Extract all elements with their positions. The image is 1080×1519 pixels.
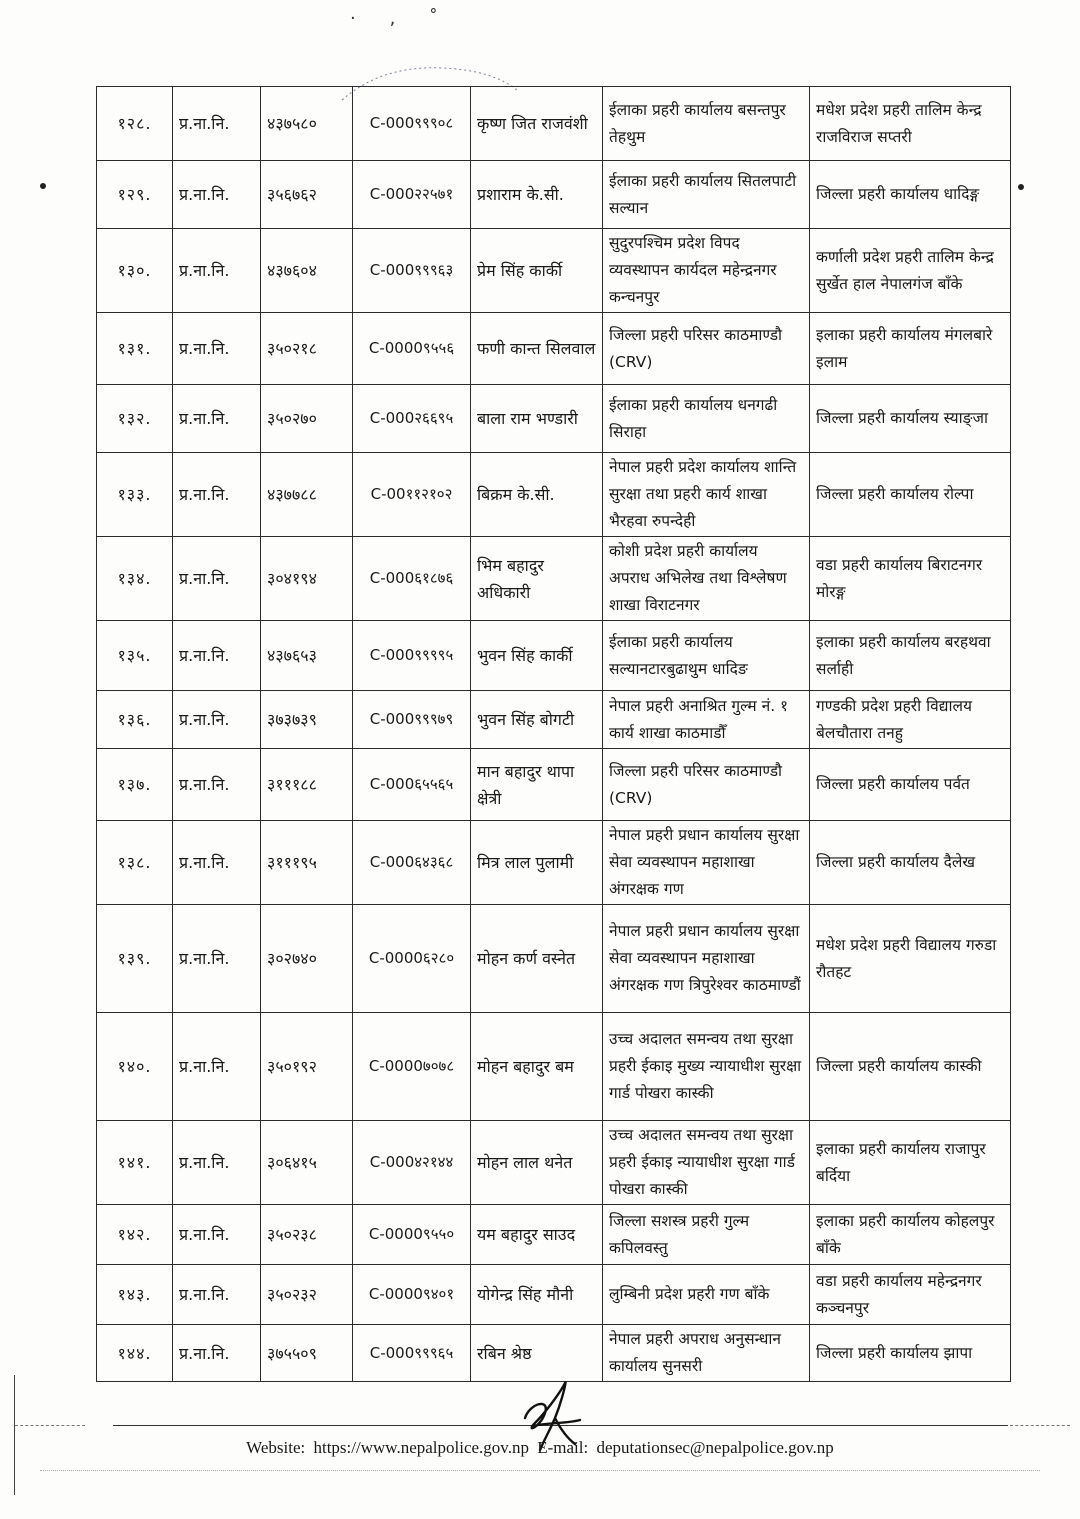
transfer-table [96,86,1011,1382]
table-row [97,621,1011,691]
code-number: C-000२६६९५ [353,385,471,453]
rank: प्र.ना.नि. [173,1265,261,1325]
code-number: C-000६१८७६ [353,537,471,621]
serial-number: १४०. [97,1013,173,1121]
table-row [97,821,1011,905]
code-number: C-000४२१४४ [353,1121,471,1205]
table-row [97,161,1011,229]
transfer-office: वडा प्रहरी कार्यालय महेन्द्रनगर कञ्चनपुर [810,1265,1011,1325]
footer-contact [0,1438,1080,1458]
current-office: लुम्बिनी प्रदेश प्रहरी गण बाँके [603,1265,810,1325]
table-row [97,537,1011,621]
code-number: C-00११२१०२ [353,453,471,537]
staff-id: ३०२७४० [261,905,353,1013]
code-number: C-000९९९६५ [353,1325,471,1382]
transfer-office: जिल्ला प्रहरी कार्यालय स्याङ्जा [810,385,1011,453]
table-row [97,229,1011,313]
officer-name: बाला राम भण्डारी [471,385,603,453]
officer-name: मान बहादुर थापा क्षेत्री [471,749,603,821]
staff-id: ३५६७६२ [261,161,353,229]
table-row [97,1013,1011,1121]
current-office: जिल्ला प्रहरी परिसर काठमाण्डौ (CRV) [603,749,810,821]
rank: प्र.ना.नि. [173,1013,261,1121]
table-row [97,87,1011,161]
staff-id: ३०६४१५ [261,1121,353,1205]
code-number: C-000९९९०८ [353,87,471,161]
rank: प्र.ना.नि. [173,87,261,161]
staff-id: ३५०२३२ [261,1265,353,1325]
rank: प्र.ना.नि. [173,1121,261,1205]
officer-name: मोहन कर्ण वस्नेत [471,905,603,1013]
staff-id: ३७५५०९ [261,1325,353,1382]
scan-specks: · ‚ ˚ [350,8,452,29]
transfer-office: मधेश प्रदेश प्रहरी विद्यालय गरुडा रौतहट [810,905,1011,1013]
transfer-office: जिल्ला प्रहरी कार्यालय झापा [810,1325,1011,1382]
officer-name: प्रशाराम के.सी. [471,161,603,229]
rank: प्र.ना.नि. [173,537,261,621]
table-row [97,1205,1011,1265]
serial-number: १४१. [97,1121,173,1205]
serial-number: १२८. [97,87,173,161]
officer-name: प्रेम सिंह कार्की [471,229,603,313]
serial-number: १३६. [97,691,173,749]
officer-name: भुवन सिंह बोगटी [471,691,603,749]
transfer-office: जिल्ला प्रहरी कार्यालय रोल्पा [810,453,1011,537]
staff-id: ४३७६०४ [261,229,353,313]
code-number: C-000६५५६५ [353,749,471,821]
current-office: उच्च अदालत समन्वय तथा सुरक्षा प्रहरी ईकाइ न्यायाधीश सुरक्षा गार्ड पोखरा कास्की [603,1121,810,1205]
staff-id: ४३७७८८ [261,453,353,537]
current-office: जिल्ला सशस्त्र प्रहरी गुल्म कपिलवस्तु [603,1205,810,1265]
staff-id: ३१११९५ [261,821,353,905]
transfer-office: इलाका प्रहरी कार्यालय कोहलपुर बाँके [810,1205,1011,1265]
code-number: C-0000९५५० [353,1205,471,1265]
rank: प्र.ना.नि. [173,161,261,229]
officer-name: भुवन सिंह कार्की [471,621,603,691]
code-number: C-0000९४०१ [353,1265,471,1325]
staff-id: ३७३७३९ [261,691,353,749]
serial-number: १३१. [97,313,173,385]
serial-number: १३२. [97,385,173,453]
officer-name: बिक्रम के.सी. [471,453,603,537]
staff-id: ३५०१९२ [261,1013,353,1121]
officer-name: मोहन बहादुर बम [471,1013,603,1121]
current-office: कोशी प्रदेश प्रहरी कार्यालय अपराध अभिलेख तथा विश्लेषण शाखा विराटनगर [603,537,810,621]
code-number: C-000२२५७१ [353,161,471,229]
transfer-office: गण्डकी प्रदेश प्रहरी विद्यालय बेलचौतारा तनहु [810,691,1011,749]
officer-name: यम बहादुर साउद [471,1205,603,1265]
rank: प्र.ना.नि. [173,229,261,313]
officer-name: भिम बहादुर अधिकारी [471,537,603,621]
rank: प्र.ना.नि. [173,621,261,691]
footer-rule-left [15,1425,85,1426]
rank: प्र.ना.नि. [173,313,261,385]
punch-hole-right [1018,184,1024,190]
code-number: C-000६४३६८ [353,821,471,905]
code-number: C-0000७०७८ [353,1013,471,1121]
code-number: C-0000६२८० [353,905,471,1013]
current-office: ईलाका प्रहरी कार्यालय बसन्तपुर तेहथुम [603,87,810,161]
serial-number: १२९. [97,161,173,229]
email-link[interactable]: deputationsec@nepalpolice.gov.np [596,1438,834,1457]
serial-number: १३४. [97,537,173,621]
transfer-office: इलाका प्रहरी कार्यालय राजापुर बर्दिया [810,1121,1011,1205]
staff-id: ३५०२३८ [261,1205,353,1265]
current-office: सुदुरपश्चिम प्रदेश विपद व्यवस्थापन कार्यदल महेन्द्रनगर कन्चनपुर [603,229,810,313]
table-row [97,905,1011,1013]
punch-hole-left [40,183,46,189]
website-label: Website: [246,1438,306,1457]
rank: प्र.ना.नि. [173,1205,261,1265]
staff-id: ३५०२१८ [261,313,353,385]
transfer-office: जिल्ला प्रहरी कार्यालय दैलेख [810,821,1011,905]
serial-number: १३०. [97,229,173,313]
bottom-scan-dots [40,1470,1040,1471]
table-row [97,1325,1011,1382]
transfer-table-body [97,87,1011,1382]
code-number: C-000९९९९५ [353,621,471,691]
serial-number: १३९. [97,905,173,1013]
serial-number: १४३. [97,1265,173,1325]
table-row [97,453,1011,537]
serial-number: १४४. [97,1325,173,1382]
current-office: उच्च अदालत समन्वय तथा सुरक्षा प्रहरी ईकाइ मुख्य न्यायाधीश सुरक्षा गार्ड पोखरा कास्की [603,1013,810,1121]
staff-id: ३५०२७० [261,385,353,453]
serial-number: १३८. [97,821,173,905]
code-number: C-000९९९६३ [353,229,471,313]
transfer-office: जिल्ला प्रहरी कार्यालय धादिङ्ग [810,161,1011,229]
officer-name: कृष्ण जित राजवंशी [471,87,603,161]
staff-id: ३०४१९४ [261,537,353,621]
current-office: ईलाका प्रहरी कार्यालय धनगढी सिराहा [603,385,810,453]
transfer-office: इलाका प्रहरी कार्यालय बरहथवा सर्लाही [810,621,1011,691]
transfer-office: वडा प्रहरी कार्यालय बिराटनगर मोरङ्ग [810,537,1011,621]
table-row [97,691,1011,749]
officer-name: मित्र लाल पुलामी [471,821,603,905]
rank: प्र.ना.नि. [173,385,261,453]
staff-id: ४३७५८० [261,87,353,161]
current-office: नेपाल प्रहरी प्रधान कार्यालय सुरक्षा सेवा व्यवस्थापन महाशाखा अंगरक्षक गण त्रिपुरेश्वर काठमाण्डौं [603,905,810,1013]
serial-number: १४२. [97,1205,173,1265]
transfer-office: मधेश प्रदेश प्रहरी तालिम केन्द्र राजविराज सप्तरी [810,87,1011,161]
table-row [97,1265,1011,1325]
table-row [97,313,1011,385]
officer-name: रबिन श्रेष्ठ [471,1325,603,1382]
officer-name: योगेन्द्र सिंह मौनी [471,1265,603,1325]
footer-rule-right [1010,1425,1070,1426]
rank: प्र.ना.नि. [173,453,261,537]
current-office: ईलाका प्रहरी कार्यालय सल्यानटारबुढाथुम धादिङ [603,621,810,691]
serial-number: १३३. [97,453,173,537]
table-row [97,385,1011,453]
current-office: नेपाल प्रहरी अपराध अनुसन्धान कार्यालय सुनसरी [603,1325,810,1382]
transfer-office: जिल्ला प्रहरी कार्यालय पर्वत [810,749,1011,821]
current-office: जिल्ला प्रहरी परिसर काठमाण्डौ (CRV) [603,313,810,385]
website-link[interactable]: https://www.nepalpolice.gov.np [313,1438,529,1457]
staff-id: ३१११८८ [261,749,353,821]
transfer-office: इलाका प्रहरी कार्यालय मंगलबारे इलाम [810,313,1011,385]
serial-number: १३७. [97,749,173,821]
current-office: नेपाल प्रहरी प्रधान कार्यालय सुरक्षा सेवा व्यवस्थापन महाशाखा अंगरक्षक गण [603,821,810,905]
rank: प्र.ना.नि. [173,749,261,821]
staff-id: ४३७६५३ [261,621,353,691]
serial-number: १३५. [97,621,173,691]
table-row [97,749,1011,821]
code-number: C-0000९५५६ [353,313,471,385]
email-label: E-mail: [537,1438,589,1457]
current-office: नेपाल प्रहरी अनाश्रित गुल्म नं. १ कार्य शाखा काठमाडौँ [603,691,810,749]
transfer-office: कर्णाली प्रदेश प्रहरी तालिम केन्द्र सुर्खेत हाल नेपालगंज बाँके [810,229,1011,313]
code-number: C-000९९९७९ [353,691,471,749]
current-office: ईलाका प्रहरी कार्यालय सितलपाटी सल्यान [603,161,810,229]
officer-name: फणी कान्त सिलवाल [471,313,603,385]
transfer-office: जिल्ला प्रहरी कार्यालय कास्की [810,1013,1011,1121]
scan-margin-line [14,1375,15,1495]
rank: प्र.ना.नि. [173,1325,261,1382]
rank: प्र.ना.नि. [173,691,261,749]
rank: प्र.ना.नि. [173,905,261,1013]
table-row [97,1121,1011,1205]
rank: प्र.ना.नि. [173,821,261,905]
officer-name: मोहन लाल थनेत [471,1121,603,1205]
current-office: नेपाल प्रहरी प्रदेश कार्यालय शान्ति सुरक्षा तथा प्रहरी कार्य शाखा भैरहवा रुपन्देही [603,453,810,537]
